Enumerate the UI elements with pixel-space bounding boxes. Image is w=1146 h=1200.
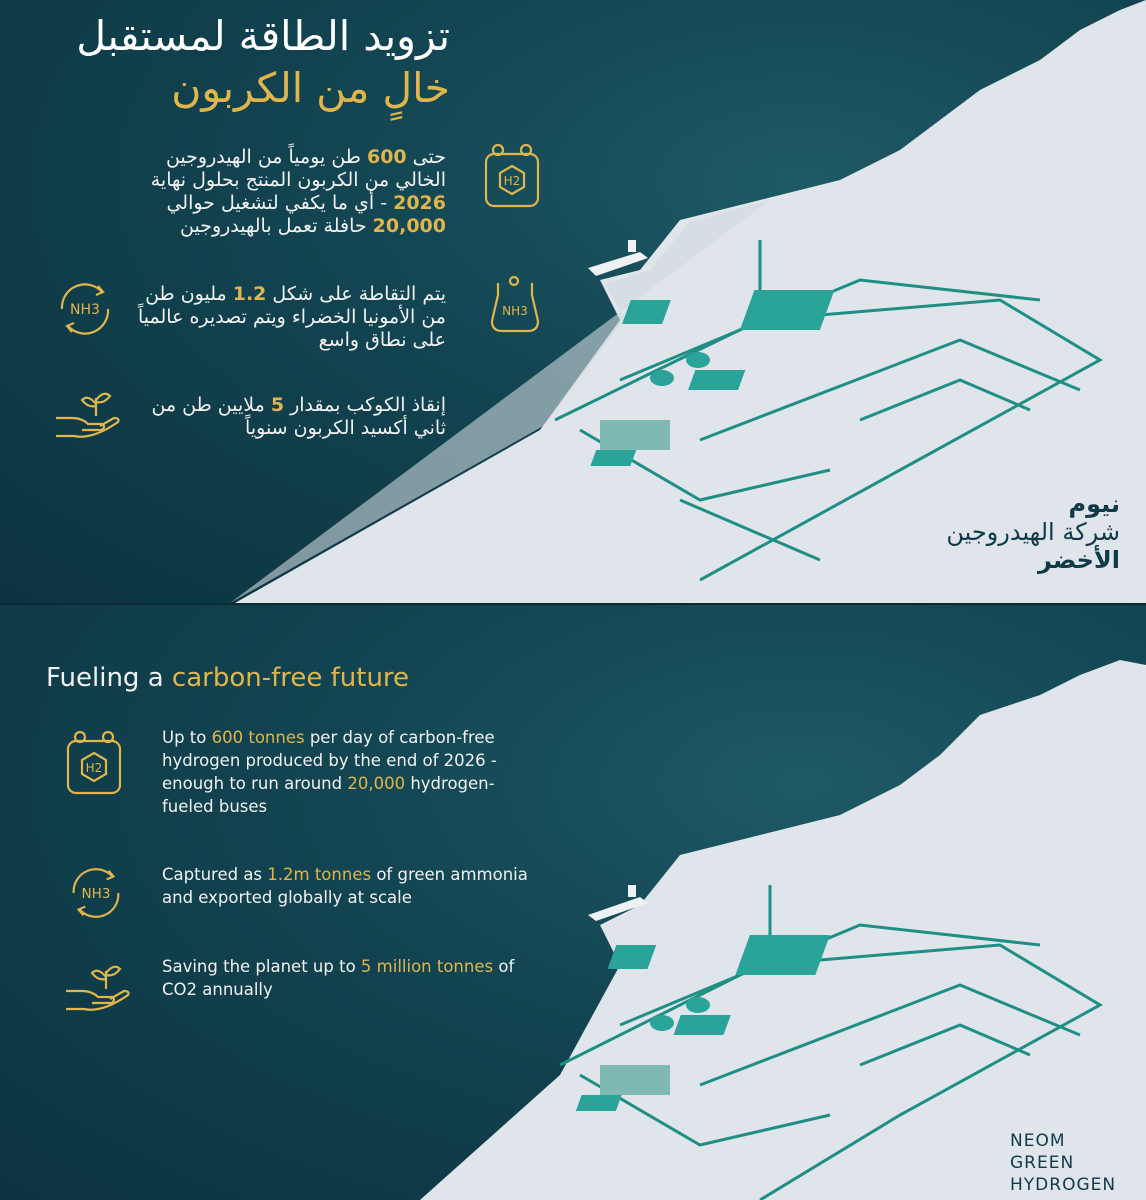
svg-text:NH3: NH3 bbox=[81, 885, 111, 902]
svg-text:NH3: NH3 bbox=[502, 304, 528, 318]
hand-plant-icon bbox=[62, 961, 134, 1021]
ammonia-flask-icon bbox=[484, 275, 546, 341]
hydrogen-tanks-icon bbox=[476, 140, 548, 216]
page-subtitle: خالٍ من الكربون bbox=[171, 64, 450, 112]
neom-green-hydrogen-logo-ar: نيوم شركة الهيدروجين الأخضر bbox=[946, 490, 1120, 574]
hydrogen-production-text: Up to 600 tonnes per day of carbon-free hydrogen produced by the end of 2026 - enough to run around 20,000 hydrogen-fueled buses bbox=[162, 728, 497, 816]
svg-text:H2: H2 bbox=[85, 761, 103, 775]
english-infographic-panel bbox=[0, 605, 1146, 1200]
ammonia-cycle-icon bbox=[64, 861, 128, 929]
carbon-saving-text: إنقاذ الكوكب بمقدار 5 ملايين طن من ثاني أكسيد الكربون سنوياً bbox=[151, 394, 446, 439]
neom-green-hydrogen-logo-en: NEOM GREEN HYDROGEN bbox=[1010, 1131, 1117, 1195]
carbon-saving-text: Saving the planet up to 5 million tonnes of CO2 annually bbox=[162, 957, 515, 999]
page-title-en: Fueling a carbon-free future bbox=[46, 663, 410, 693]
page-title: تزويد الطاقة لمستقبل bbox=[76, 12, 450, 60]
ammonia-cycle-icon bbox=[52, 276, 118, 346]
svg-text:NH3: NH3 bbox=[70, 302, 100, 318]
hand-plant-icon bbox=[52, 388, 124, 448]
hydrogen-tanks-icon bbox=[58, 727, 130, 803]
svg-text:H2: H2 bbox=[503, 174, 521, 188]
ammonia-capture-text: Captured as 1.2m tonnes of green ammonia and exported globally at scale bbox=[162, 865, 528, 907]
hydrogen-production-text: حتى 600 طن يومياً من الهيدروجين الخالي من الكربون المنتج بحلول نهاية 2026 - أي ما يكفي لتشغيل حوالي 20,000 حافلة تعمل بالهيدروجين bbox=[150, 146, 446, 237]
ammonia-capture-text: يتم التقاطة على شكل 1.2 مليون طن من الأمونيا الخضراء ويتم تصديره عالمياً على نطاق واسع bbox=[138, 283, 446, 351]
